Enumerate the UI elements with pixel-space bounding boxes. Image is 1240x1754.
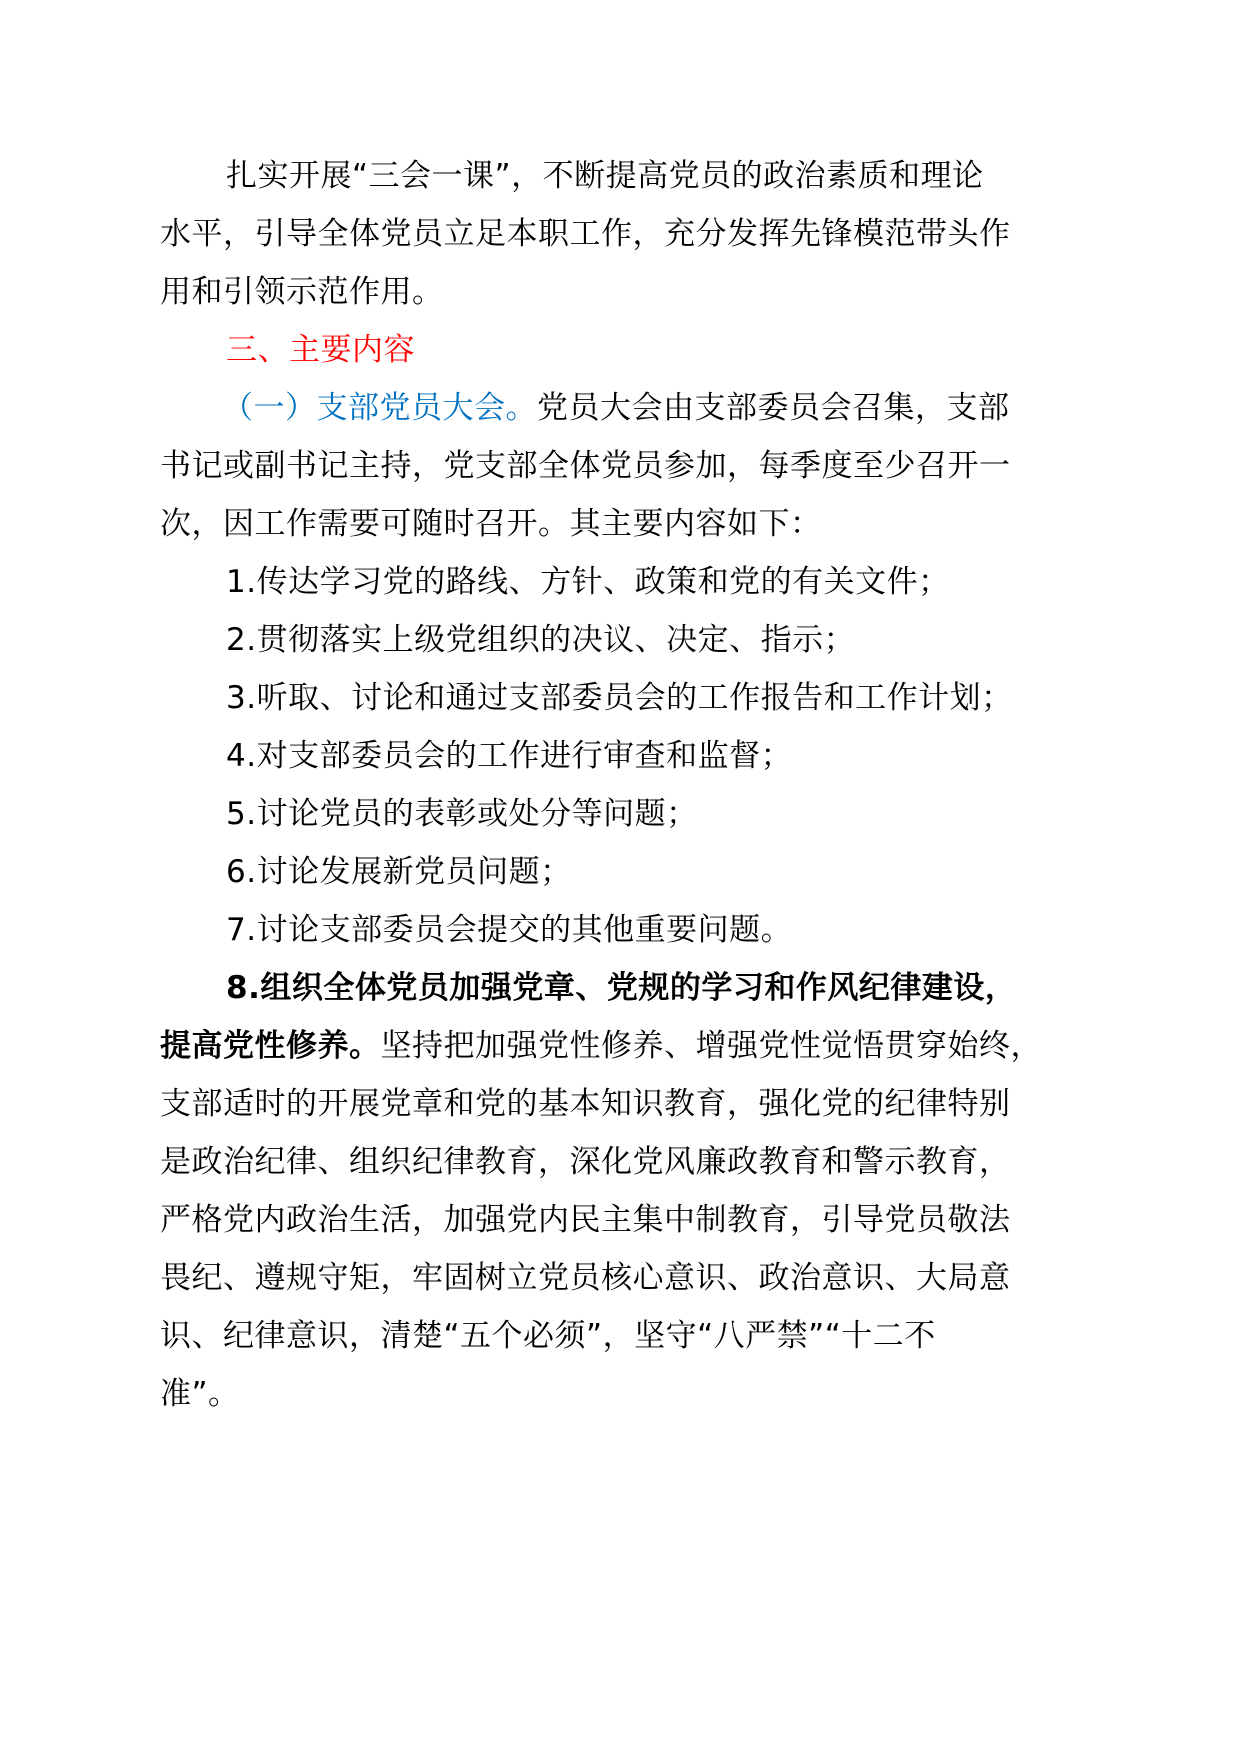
subheading-line [222, 384, 1010, 432]
item8-line [160, 1022, 1042, 1070]
item8-text: 坚持把加强党性修养、增强党性觉悟贯穿始终， [380, 1028, 1042, 1064]
paragraph-line: 水平，引导全体党员立足本职工作，充分发挥先锋模范带头作 [160, 216, 1011, 252]
section-heading: 三、主要内容 [226, 332, 415, 368]
paragraph-line: 支部适时的开展党章和党的基本知识教育，强化党的纪律特别 [160, 1086, 1011, 1122]
paragraph-line: 是政治纪律、组织纪律教育，深化党风廉政教育和警示教育， [160, 1144, 1011, 1180]
list-item: 7.讨论支部委员会提交的其他重要问题。 [226, 912, 793, 948]
list-item: 1.传达学习党的路线、方针、政策和党的有关文件； [226, 564, 950, 600]
paragraph-line: 畏纪、遵规守矩，牢固树立党员核心意识、政治意识、大局意 [160, 1260, 1011, 1296]
sub-heading: （一）支部党员大会。 [222, 390, 537, 426]
paragraph-line: 严格党内政治生活，加强党内民主集中制教育，引导党员敬法 [160, 1202, 1011, 1238]
paragraph-line: 书记或副书记主持，党支部全体党员参加，每季度至少召开一 [160, 448, 1011, 484]
list-item: 3.听取、讨论和通过支部委员会的工作报告和工作计划； [226, 680, 1013, 716]
sub-heading-text: 党员大会由支部委员会召集，支部 [537, 390, 1010, 426]
paragraph-line: 次，因工作需要可随时召开。其主要内容如下： [160, 506, 822, 542]
item8-heading-end: 提高党性修养。 [160, 1028, 381, 1064]
list-item: 2.贯彻落实上级党组织的决议、决定、指示； [226, 622, 856, 658]
item8-heading: 8.组织全体党员加强党章、党规的学习和作风纪律建设， [226, 970, 1017, 1006]
list-item: 4.对支部委员会的工作进行审查和监督； [226, 738, 793, 774]
paragraph-line: 准”。 [160, 1376, 240, 1412]
list-item: 5.讨论党员的表彰或处分等问题； [226, 796, 698, 832]
paragraph-line: 扎实开展“三会一课”，不断提高党员的政治素质和理论 [226, 158, 984, 194]
list-item: 6.讨论发展新党员问题； [226, 854, 572, 890]
paragraph-line: 用和引领示范作用。 [160, 274, 444, 310]
paragraph-line: 识、纪律意识，清楚“五个必须”，坚守“八严禁”“十二不 [160, 1318, 936, 1354]
